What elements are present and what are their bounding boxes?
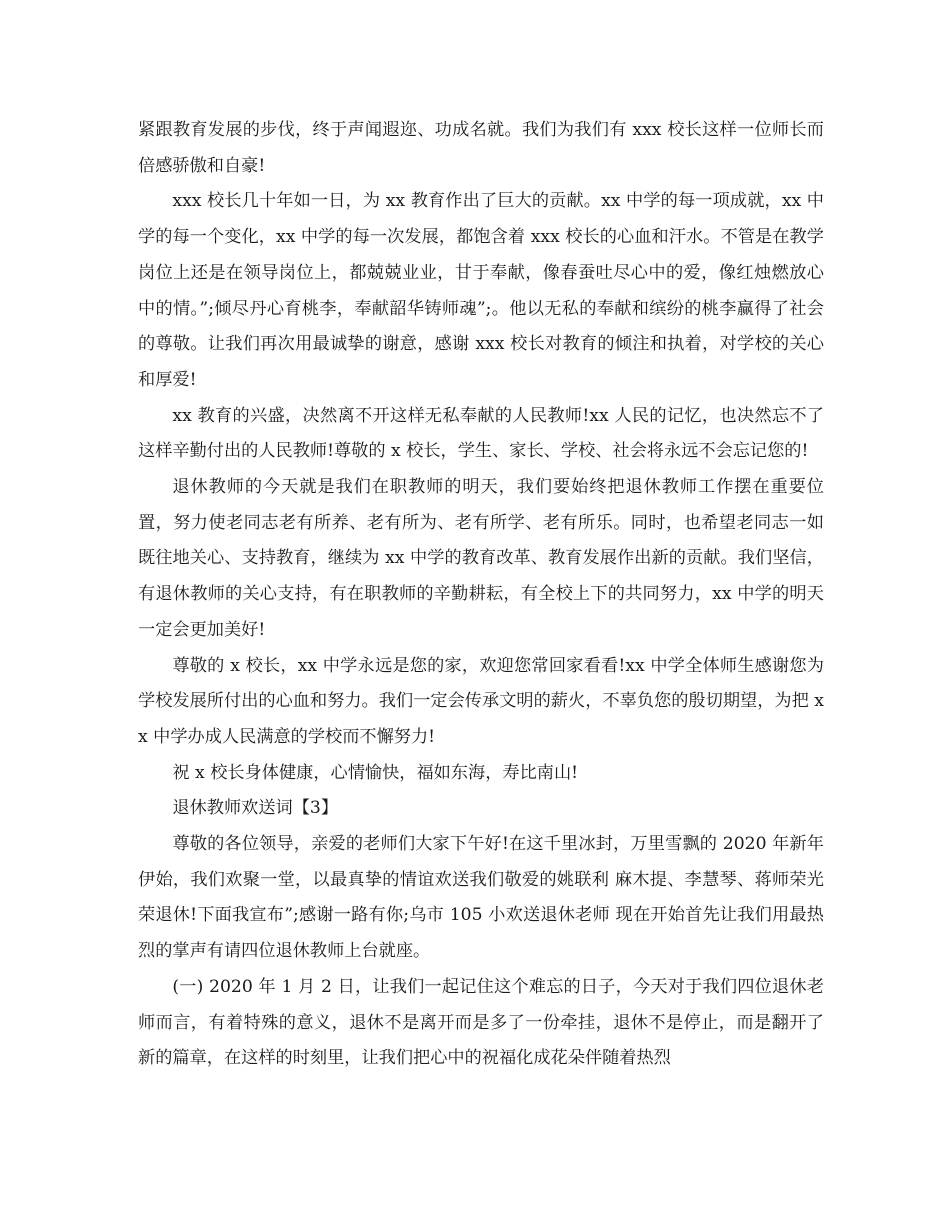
paragraph-6: 祝 x 校长身体健康，心情愉快，福如东海，寿比南山!: [172, 762, 579, 783]
paragraph-3: xx 教育的兴盛，决然离不开这样无私奉献的人民教师!xx 人民的记忆，也决然忘不了这样辛勤付出的人民教师!尊敬的 x 校长，学生、家长、学校、社会将永远不会忘记您的!: [138, 405, 824, 462]
document-body: [138, 113, 824, 1077]
paragraph-2: xxx 校长几十年如一日，为 xx 教育作出了巨大的贡献。xx 中学的每一项成就，xx 中学的每一个变化，xx 中学的每一次发展，都饱含着 xxx 校长的心血和汗水。不管是在教学岗位上还是在领导岗位上，都兢兢业业，甘于奉献，像春蚕吐尽心中的爱，像红烛燃放心中的情。”;倾尽丹心育桃李，奉献韶华铸师魂”;。他以无私的奉献和缤纷的桃李赢得了社会的尊敬。让我们再次用最诚挚的谢意，感谢 xxx 校长对教育的倾注和执着，对学校的关心和厚爱!: [138, 191, 824, 390]
paragraph-7: 尊敬的各位领导，亲爱的老师们大家下午好!在这千里冰封，万里雪飘的 2020 年新年伊始，我们欢聚一堂，以最真挚的情谊欢送我们敬爱的姚联利 麻木提、李慧琴、蒋师荣光荣退休!下面我宣布”;感谢一路有你;乌市 105 小欢送退休老师 现在开始首先让我们用最热烈的掌声有请四位退休教师上台就座。: [138, 834, 824, 962]
section-heading: 退休教师欢送词【3】: [172, 798, 339, 819]
paragraph-5: 尊敬的 x 校长，xx 中学永远是您的家，欢迎您常回家看看!xx 中学全体师生感谢您为学校发展所付出的心血和努力。我们一定会传承文明的薪火，不辜负您的殷切期望，为把 xx 中学办成人民满意的学校而不懈努力!: [138, 655, 824, 747]
paragraph-4: 退休教师的今天就是我们在职教师的明天，我们要始终把退休教师工作摆在重要位置，努力使老同志老有所养、老有所为、老有所学、老有所乐。同时，也希望老同志一如既往地关心、支持教育，继续为 xx 中学的教育改革、教育发展作出新的贡献。我们坚信，有退休教师的关心支持，有在职教师的辛勤耕耘，有全校上下的共同努力，xx 中学的明天一定会更加美好!: [138, 477, 824, 640]
paragraph-8: (一) 2020 年 1 月 2 日，让我们一起记住这个难忘的日子，今天对于我们四位退休老师而言，有着特殊的意义，退休不是离开而是多了一份牵挂，退休不是停止，而是翻开了新的篇章，在这样的时刻里，让我们把心中的祝福化成花朵伴随着热烈: [138, 976, 824, 1069]
paragraph-1: 紧跟教育发展的步伐，终于声闻遐迩、功成名就。我们为我们有 xxx 校长这样一位师长而倍感骄傲和自豪!: [138, 120, 824, 176]
